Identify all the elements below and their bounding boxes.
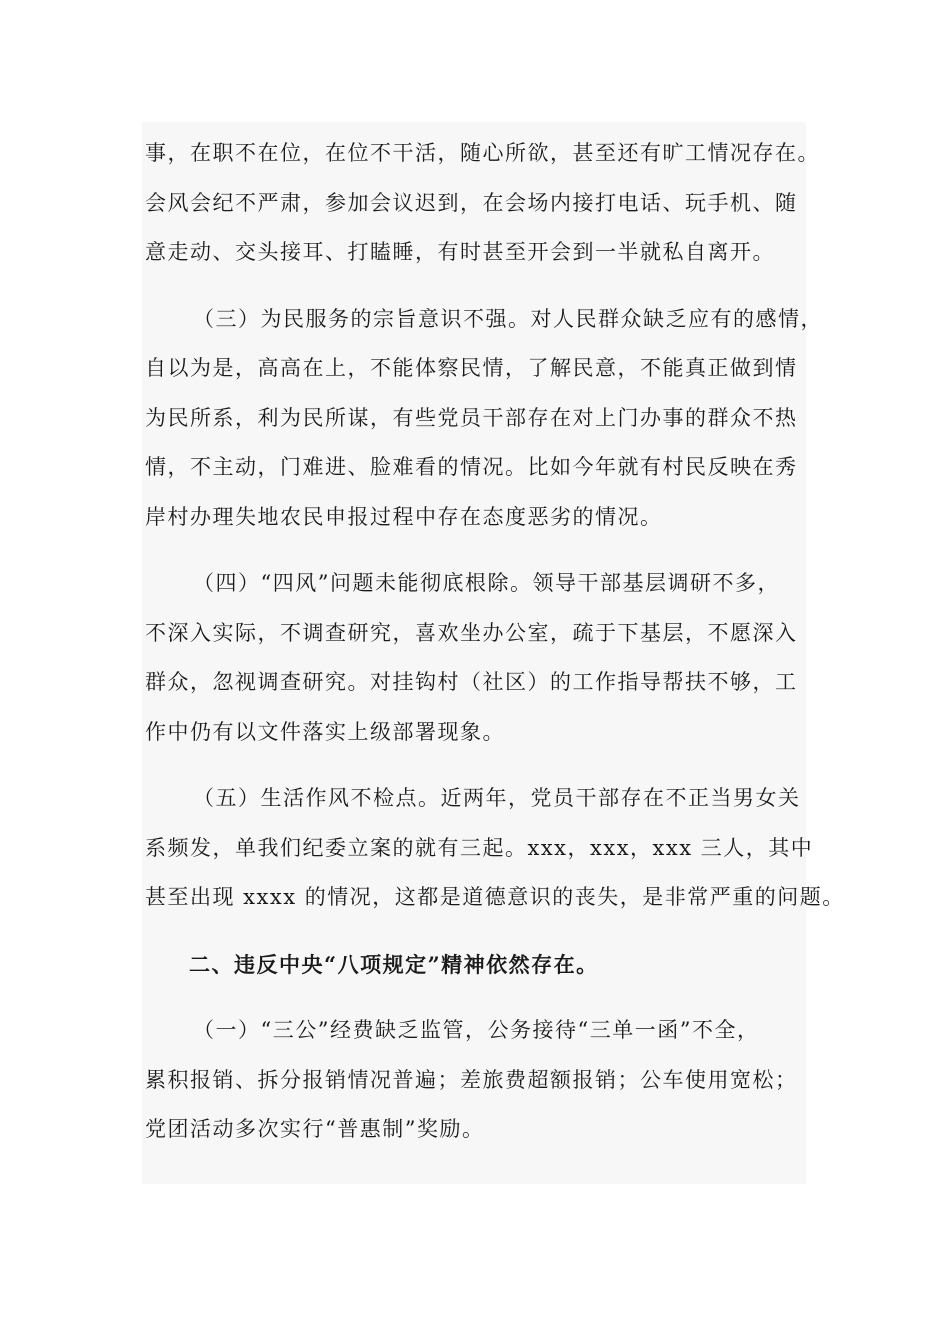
text-line: 党团活动多次实行“普惠制”奖励。 — [145, 1117, 485, 1141]
text-line: 为民所系，利为民所谋，有些党员干部存在对上门办事的群众不热 — [145, 405, 798, 430]
paragraph-lifestyle — [145, 774, 845, 923]
text-line: 作中仍有以文件落实上级部署现象。 — [145, 719, 505, 744]
paragraph-service-awareness — [145, 295, 835, 543]
text-line: 岸村办理失地农民申报过程中存在态度恶劣的情况。 — [145, 504, 663, 529]
paragraph-public-funds — [145, 1006, 835, 1155]
text-line: （一）“三公”经费缺乏监管，公务接待“三单一函”不全， — [193, 1018, 760, 1042]
text-line: （四）“四风”问题未能彻底根除。领导干部基层调研不多， — [193, 571, 780, 595]
text-line: （三）为民服务的宗旨意识不强。对人民群众缺乏应有的感情， — [193, 306, 823, 331]
text-line: 甚至出现 xxxx 的情况，这都是道德意识的丧失，是非常严重的问题。 — [145, 885, 845, 909]
text-line: （五）生活作风不检点。近两年，党员干部存在不正当男女关 — [193, 786, 801, 810]
text-line: 群众，忽视调查研究。对挂钩村（社区）的工作指导帮扶不够，工 — [145, 670, 798, 694]
text-line: 事，在职不在位，在位不干活，随心所欲，甚至还有旷工情况存在。 — [145, 141, 820, 165]
text-line: 系频发，单我们纪委立案的就有三起。xxx，xxx，xxx 三人，其中 — [145, 835, 814, 860]
text-line: 会风会纪不严肃，参加会议迟到，在会场内接打电话、玩手机、随 — [145, 190, 798, 215]
text-line: 自以为是，高高在上，不能体察民情，了解民意，不能真正做到情 — [145, 356, 798, 380]
document-body — [145, 129, 845, 1155]
text-line: 意走动、交头接耳、打瞌睡，有时甚至开会到一半就私自离开。 — [145, 240, 775, 264]
section-heading: 二、违反中央“八项规定”精神依然存在。 — [189, 951, 599, 977]
text-line: 不深入实际，不调查研究，喜欢坐办公室，疏于下基层，不愿深入 — [145, 620, 798, 645]
paragraph-four-winds — [145, 559, 835, 757]
text-line: 情，不主动，门难进、脸难看的情况。比如今年就有村民反映在秀 — [145, 455, 798, 479]
paragraph-work-discipline — [145, 129, 835, 278]
text-line: 累积报销、拆分报销情况普遍；差旅费超额报销；公车使用宽松； — [145, 1067, 798, 1092]
